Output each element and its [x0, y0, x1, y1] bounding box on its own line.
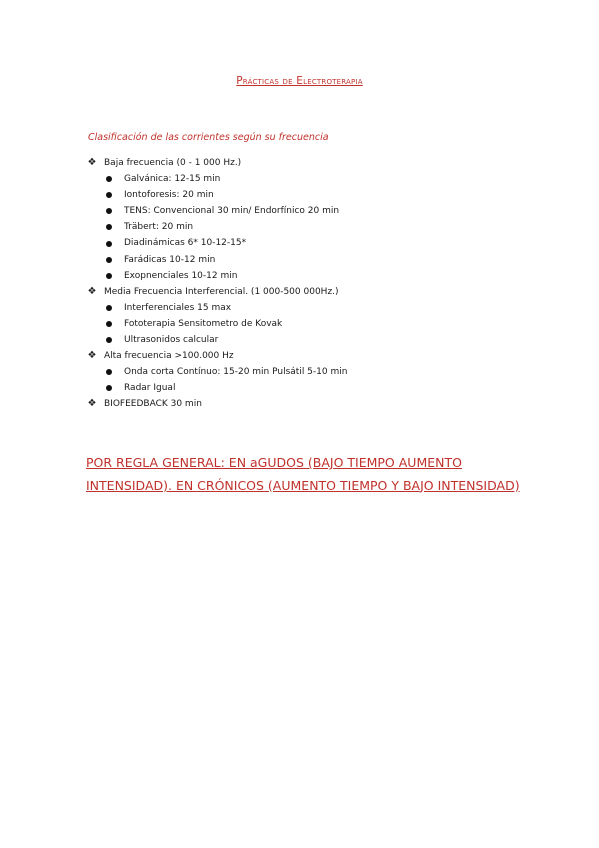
dot-bullet-icon	[106, 257, 112, 263]
list-item-text: Farádicas 10-12 min	[124, 254, 216, 265]
general-rule-note	[86, 452, 526, 497]
list-item-text: Media Frecuencia Interferencial. (1 000-500 000Hz.)	[104, 286, 339, 297]
dot-bullet-icon	[106, 241, 112, 247]
diamond-bullet-icon: ❖	[87, 350, 97, 362]
list-item-text: Baja frecuencia (0 - 1 000 Hz.)	[104, 158, 242, 168]
list-item	[86, 235, 546, 251]
list-item-text: TENS: Convencional 30 min/ Endorfínico 20 min	[124, 206, 340, 217]
list-item-text: BIOFEEDBACK 30 min	[104, 399, 202, 410]
general-rule-line-1: POR REGLA GENERAL: EN aGUDOS (BAJO TIEMPO AUMENTO	[86, 455, 462, 470]
list-item	[86, 348, 546, 364]
list-item	[86, 364, 546, 380]
page-title: Prácticas de Electroterapia	[236, 75, 363, 87]
list-item	[86, 380, 546, 396]
list-item-text: Onda corta Contínuo: 15-20 min Pulsátil 5-10 min	[124, 367, 348, 378]
list-item	[86, 252, 546, 268]
dot-bullet-icon	[106, 321, 112, 327]
dot-bullet-icon	[106, 176, 112, 182]
list-item	[86, 171, 546, 187]
section-subtitle: Clasificación de las corrientes según su frecuencia	[88, 132, 329, 143]
list-item	[86, 396, 546, 412]
diamond-bullet-icon: ❖	[87, 285, 97, 297]
frequency-list	[86, 155, 546, 413]
list-item	[86, 155, 546, 171]
list-item-text: Iontoforesis: 20 min	[124, 190, 214, 201]
diamond-bullet-icon: ❖	[87, 157, 97, 168]
general-rule-line-2: INTENSIDAD). EN CRÓNICOS (AUMENTO TIEMPO Y BAJO INTENSIDAD)	[86, 477, 520, 493]
list-item-text: Galvánica: 12-15 min	[124, 174, 221, 185]
list-item-text: Träbert: 20 min	[124, 222, 194, 233]
dot-bullet-icon	[106, 305, 112, 311]
list-item	[86, 219, 546, 235]
list-item-text: Alta frecuencia >100.000 Hz	[104, 351, 234, 362]
list-item-text: Diadinámicas 6* 10-12-15*	[124, 238, 247, 249]
list-item	[86, 332, 546, 348]
dot-bullet-icon	[106, 369, 112, 375]
list-item	[86, 284, 546, 300]
list-item-text: Exopnenciales 10-12 min	[124, 270, 238, 281]
dot-bullet-icon	[106, 385, 112, 391]
list-item	[86, 268, 546, 284]
diamond-bullet-icon: ❖	[87, 398, 97, 410]
dot-bullet-icon	[106, 273, 112, 279]
dot-bullet-icon	[106, 192, 112, 198]
list-item	[86, 187, 546, 203]
list-item-text: Radar Igual	[124, 383, 176, 394]
dot-bullet-icon	[106, 208, 112, 214]
list-item-text: Fototerapia Sensitometro de Kovak	[124, 318, 283, 329]
list-item-text: Ultrasonidos calcular	[124, 335, 219, 346]
list-item-text: Interferenciales 15 max	[124, 302, 232, 313]
list-item	[86, 300, 546, 316]
list-item	[86, 203, 546, 219]
dot-bullet-icon	[106, 224, 112, 230]
dot-bullet-icon	[106, 337, 112, 343]
list-item	[86, 316, 546, 332]
